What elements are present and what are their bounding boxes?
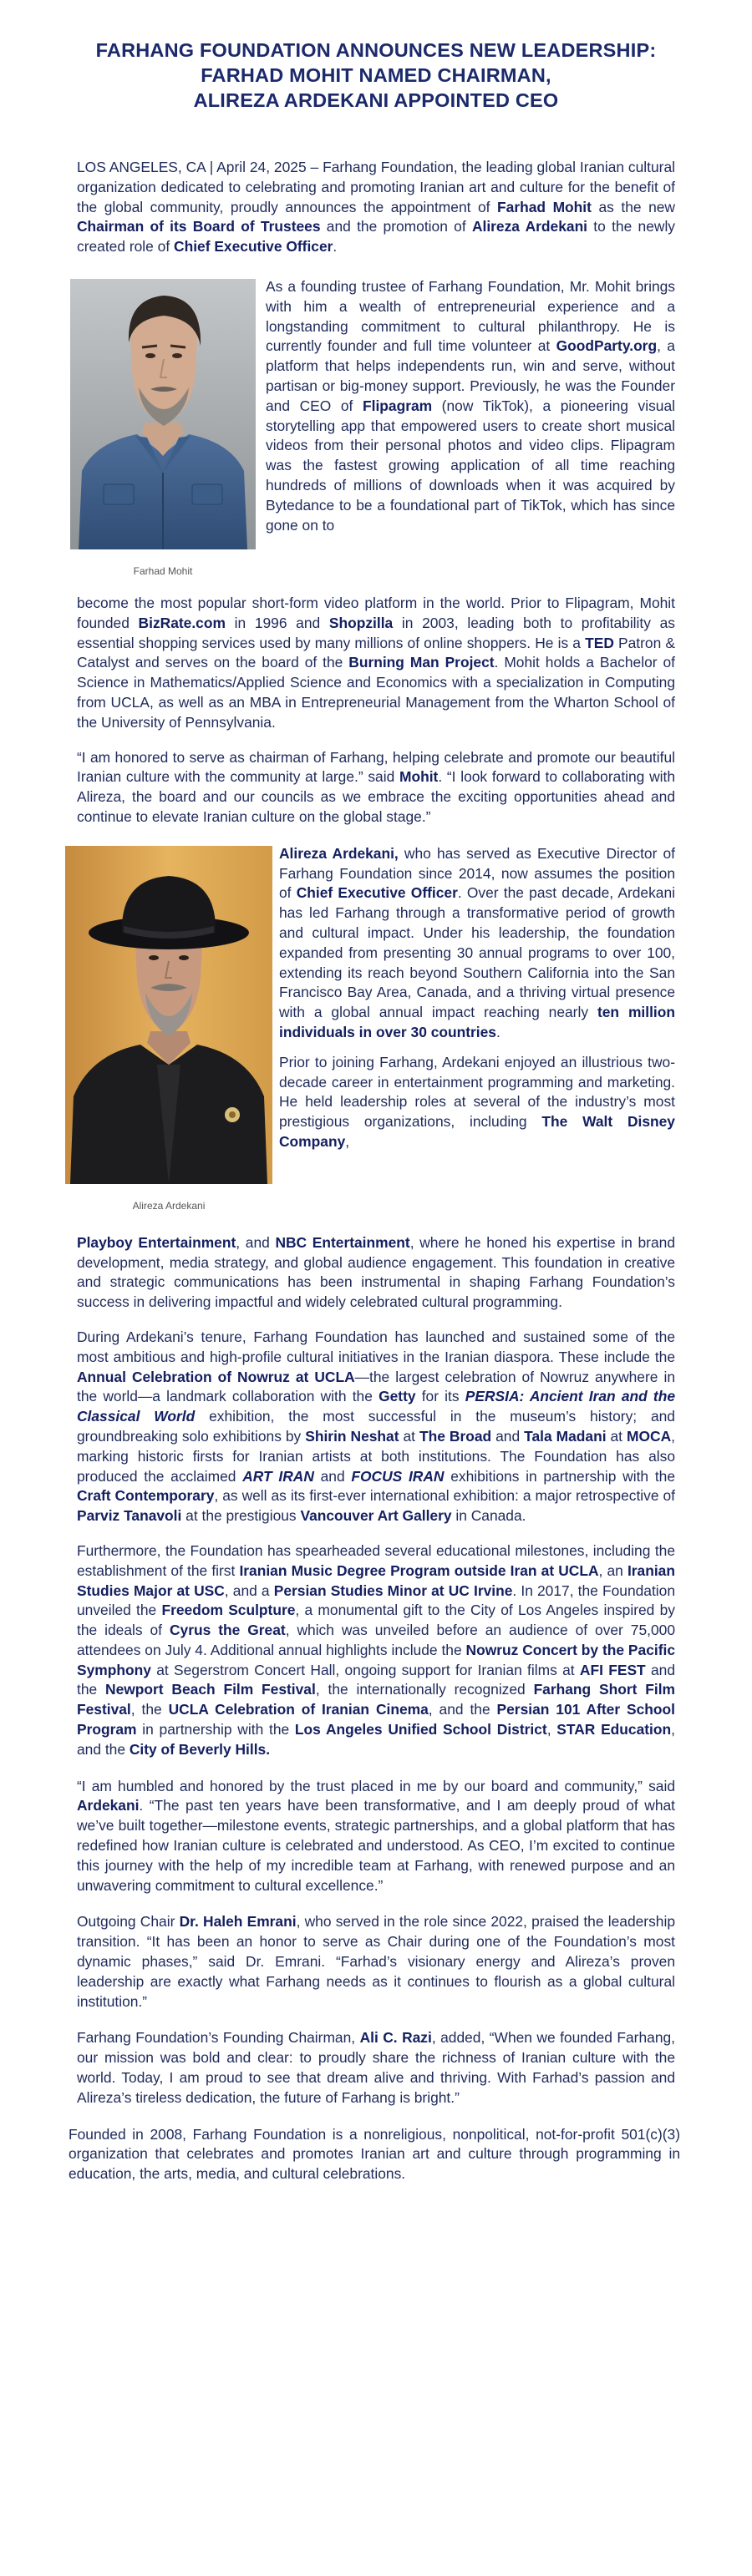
nowruz-concert-name: Nowruz Concert by the Pacific Symphony [77, 1641, 675, 1678]
mohit-bio-text: in 2003, leading both to profitability as essential shopping services used by many millions of online shoppers. He is a [77, 614, 675, 651]
tenure-text: exhibition, the most successful in the museum’s history; and groundbreaking solo exhibitions by [77, 1408, 675, 1445]
intro-text: and the promotion of [320, 218, 472, 235]
art-iran-name: ART IRAN [242, 1467, 314, 1485]
ardekani-bio-continued [77, 1233, 675, 1313]
intro-text: . [333, 238, 338, 256]
nowruz-ucla-name: Annual Celebration of Nowruz at UCLA [77, 1368, 355, 1385]
ucla-music-program-name: Iranian Music Degree Program outside Iran at UCLA [239, 1561, 599, 1579]
ardekani-bio-text: who has served as Executive Director of Farhang Foundation since 2014, now assumes the position of [279, 844, 676, 902]
disney-name: The Walt Disney Company [279, 1113, 675, 1150]
ceo-title: Chief Executive Officer [296, 884, 458, 902]
ardekani-bio-paragraph-1 [279, 844, 675, 1043]
milestones-text: , and a [224, 1582, 274, 1599]
milestones-text: and the [77, 1661, 675, 1698]
afi-fest-name: AFI FEST [579, 1661, 646, 1678]
cyrus-the-great-name: Cyrus the Great [169, 1622, 286, 1639]
ardekani-photo-figure [65, 846, 272, 1217]
milestones-text: , [546, 1721, 557, 1738]
tenure-text: —the largest celebration of Nowruz anywhere in the world—a landmark collaboration with the [77, 1368, 675, 1405]
intro-name-ardekani: Alireza Ardekani [471, 218, 588, 235]
playboy-name: Playboy Entertainment [77, 1233, 236, 1251]
milestones-text: in partnership with the [136, 1721, 295, 1738]
headline-line-1: FARHANG FOUNDATION ANNOUNCES NEW LEADERSHIP: [95, 39, 657, 61]
mohit-bio-continued [77, 594, 675, 733]
flipagram-name: Flipagram [362, 397, 433, 414]
ardekani-name: Alireza Ardekani, [279, 844, 399, 862]
emrani-text: Outgoing Chair [77, 1913, 180, 1931]
short-film-festival-name: Farhang Short Film Festival [77, 1681, 675, 1718]
milestones-text: , the internationally recognized [315, 1681, 534, 1698]
milestones-paragraph [77, 1541, 675, 1760]
usc-major-name: Iranian Studies Major at USC [77, 1561, 675, 1599]
mohit-bio-text: , a platform that helps independents run, win and serve, without partisan or big-money support. Previously, he was the Founder and CEO of [266, 337, 675, 414]
ardekani-bio-text: , [345, 1132, 350, 1150]
ardekani-photo-caption: Alireza Ardekani [132, 1199, 206, 1212]
mohit-quote [77, 748, 675, 827]
ted-name: TED [585, 634, 614, 651]
milestones-text: , which was unveiled before an audience of over 75,000 attendees on July 4. Additional annual highlights include the [77, 1622, 675, 1658]
quote-text: “I am honored to serve as chairman of Farhang, helping celebrate and promote our beautiful Iranian culture with the community at large.” said [77, 748, 675, 786]
mohit-bio-side [266, 277, 675, 535]
shirin-neshat-name: Shirin Neshat [305, 1427, 399, 1445]
tenure-text: at [606, 1427, 628, 1445]
quote-text: “I am humbled and honored by the trust placed in me by our board and community,” said [77, 1777, 675, 1794]
milestones-text: , a monumental gift to the City of Los Angeles inspired by the ideals of [77, 1602, 675, 1639]
milestones-text: , and the [428, 1701, 497, 1718]
persian-101-name: Persian 101 After School Program [77, 1701, 676, 1738]
intro-paragraph [77, 158, 675, 257]
intro-text: as the new [591, 198, 675, 215]
vancouver-art-gallery-name: Vancouver Art Gallery [300, 1507, 452, 1525]
mohit-bio-text: As a founding trustee of Farhang Foundation, Mr. Mohit brings with him a wealth of entrepreneurial experience and a longstanding commitment to cultural philanthropy. He is currently founder and full time volunteer at [266, 277, 675, 355]
bizrate-name: BizRate.com [138, 614, 226, 631]
tenure-paragraph [77, 1328, 675, 1526]
razi-text: , added, “When we founded Farhang, our mission was bold and clear: to proudly share the richness of Iranian culture with the world. Today, I am proud to see that dream alive and thriving. With Farhad’s passion and Alireza’s tireless dedication, the future of Farhang is bright.” [77, 2029, 675, 2106]
milestones-text: Furthermore, the Foundation has spearheaded several educational milestones, including the establishment of the first [77, 1541, 675, 1579]
milestones-text: at Segerstrom Concert Hall, ongoing support for Iranian films at [150, 1661, 580, 1678]
mohit-bio-text: (now TikTok), a pioneering visual storytelling app that empowered users to create short musical videos from their personal photos and video clips. Flipagram was the fastest growing application of all time reaching hundreds of millions of downloads when it was acquired by Bytedance to be a foundational part of TikTok, which has since gone on to [266, 397, 675, 534]
tenure-text: at [399, 1427, 419, 1445]
intro-name-mohit: Farhad Mohit [497, 198, 592, 215]
tenure-text: for its [415, 1388, 465, 1405]
ucla-cinema-celebration-name: UCLA Celebration of Iranian Cinema [168, 1701, 429, 1718]
headline-line-3: ALIREZA ARDEKANI APPOINTED CEO [193, 89, 559, 111]
tenure-text: , marking historic firsts for Iranian artists at both institutions. The Foundation has also produced the acclaimed [77, 1427, 675, 1485]
ardekani-bio-paragraph-2 [279, 1053, 675, 1152]
headline [0, 0, 752, 113]
emrani-text: , who served in the role since 2022, praised the leadership transition. “It has been an honor to serve as Chair during one of the Foundation’s most dynamic phases,” said Dr. Emrani. “Farhad’s visionary energy and Alireza’s proven leadership are exactly what Farhang needs as it continues to flourish as a global cultural institution.” [77, 1913, 675, 2010]
city-of-beverly-hills-name: City of Beverly Hills. [129, 1740, 271, 1758]
nbc-name: NBC Entertainment [275, 1233, 410, 1251]
newport-beach-festival-name: Newport Beach Film Festival [105, 1681, 316, 1698]
emrani-paragraph [77, 1912, 675, 2012]
mohit-bio-text: in 1996 and [225, 614, 329, 631]
tenure-text: in Canada. [451, 1507, 526, 1525]
milestones-text: . In 2017, the Foundation unveiled the [77, 1582, 675, 1619]
tenure-text: and [313, 1467, 352, 1485]
uc-irvine-minor-name: Persian Studies Minor at UC Irvine [273, 1582, 513, 1599]
about-paragraph: Founded in 2008, Farhang Foundation is a nonreligious, nonpolitical, not-for-profit 501(c)(3) organization that celebrates and promotes Iranian art and culture through programming in education, the arts, media, and cultural celebrations. [69, 2125, 680, 2183]
mohit-photo-figure [70, 279, 256, 582]
ardekani-bio-text: , where he honed his expertise in brand development, media strategy, and global audience engagement. This foundation in creative and strategic communications has been instrumental in shaping Farhang Foundation’s success in delivering impactful and widely celebrated cultural programming. [77, 1233, 675, 1311]
mohit-bio-text: Patron & Catalyst and serves on the board of the [77, 634, 675, 671]
burning-man-name: Burning Man Project [348, 654, 495, 671]
ardekani-bio-text: Prior to joining Farhang, Ardekani enjoyed an illustrious two-decade career in entertainment programming and marketing. He held leadership roles at several of the industry’s most prestigious organizations, including [279, 1053, 675, 1131]
ardekani-section [77, 844, 675, 1233]
focus-iran-name: FOCUS IRAN [351, 1467, 445, 1485]
razi-text: Farhang Foundation’s Founding Chairman, [77, 2029, 360, 2047]
milestones-text: , the [130, 1701, 169, 1718]
ardekani-bio-text: . [495, 1023, 500, 1040]
tenure-text: at the prestigious [181, 1507, 301, 1525]
mohit-section [77, 277, 675, 594]
intro-text: LOS ANGELES, CA | April 24, 2025 – Farhang Foundation, the leading global Iranian cultural organization dedicated to celebrating and promoting Iranian art and culture for the benefit of the global community, proudly announces the appointment of [77, 159, 675, 215]
tenure-text: During Ardekani’s tenure, Farhang Foundation has launched and sustained some of the most ambitious and high-profile cultural initiatives in the Iranian diaspora. These include the [77, 1328, 675, 1365]
quote-text: . “I look forward to collaborating with Alireza, the board and our councils as we embrace the exciting opportunities ahead and continue to elevate Iranian culture on the global stage.” [77, 768, 675, 825]
mohit-bio-text: become the most popular short-form video platform in the world. Prior to Flipagram, Mohit founded [77, 594, 675, 631]
ardekani-quote [77, 1777, 675, 1896]
ardekani-photo [65, 846, 272, 1184]
lausd-name: Los Angeles Unified School District [294, 1721, 547, 1738]
ardekani-bio-side [279, 844, 675, 1152]
global-reach-highlight: ten million individuals in over 30 countries [279, 1004, 675, 1040]
quote-speaker-ardekani: Ardekani [77, 1797, 140, 1814]
milestones-text: , and the [77, 1721, 675, 1758]
ardekani-bio-text: . Over the past decade, Ardekani has led Farhang through a transformative period of growth and cultural impact. Under his leadership, the foundation expanded from presenting 30 annual programs to over 100, extending its reach beyond Southern California into the San Francisco Bay Area, Canada, and a thriving virtual presence with a global annual impact reaching nearly [279, 884, 675, 1021]
freedom-sculpture-name: Freedom Sculpture [161, 1602, 296, 1619]
quote-text: . “The past ten years have been transformative, and I am deeply proud of what we’ve built together—milestone events, strategic partnerships, and a global platform that has redefined how Iranian culture is celebrated and understood. As CEO, I’m excited to continue this journey with the help of my incredible team at Farhang, with renewed purpose and an unwavering commitment to cultural excellence.” [77, 1797, 675, 1894]
goodparty-name: GoodParty.org [556, 337, 658, 355]
quote-speaker-mohit: Mohit [399, 768, 439, 786]
haleh-emrani-name: Dr. Haleh Emrani [179, 1913, 297, 1931]
headline-line-2: FARHAD MOHIT NAMED CHAIRMAN, [201, 64, 551, 86]
intro-role-chairman: Chairman of its Board of Trustees [77, 218, 321, 235]
mohit-bio-text: . Mohit holds a Bachelor of Science in Mathematics/Applied Science and Economics with a specialization in Computing from UCLA, as well as an MBA in Entrepreneurial Management from the Wharton School of the University of Pennsylvania. [77, 654, 675, 731]
getty-name: Getty [379, 1388, 416, 1405]
intro-text: to the newly created role of [77, 218, 676, 256]
tenure-text: , as well as its first-ever international exhibition: a major retrospective of [214, 1487, 675, 1505]
persia-exhibition-name: PERSIA: Ancient Iran and the Classical World [77, 1388, 676, 1425]
article-body [0, 158, 752, 2184]
ardekani-bio-text: , and [236, 1233, 276, 1251]
mohit-photo-caption: Farhad Mohit [133, 564, 193, 577]
craft-contemporary-name: Craft Contemporary [77, 1487, 215, 1505]
tala-madani-name: Tala Madani [524, 1427, 607, 1445]
tenure-text: and [491, 1427, 525, 1445]
moca-name: MOCA [627, 1427, 672, 1445]
parviz-tanavoli-name: Parviz Tanavoli [77, 1507, 182, 1525]
razi-paragraph [77, 2028, 675, 2108]
mohit-photo [70, 279, 256, 549]
milestones-text: , an [598, 1561, 628, 1579]
shopzilla-name: Shopzilla [328, 614, 394, 631]
ali-razi-name: Ali C. Razi [359, 2029, 432, 2047]
tenure-text: exhibitions in partnership with the [444, 1467, 675, 1485]
the-broad-name: The Broad [419, 1427, 492, 1445]
intro-role-ceo: Chief Executive Officer [174, 238, 333, 256]
star-education-name: STAR Education [556, 1721, 672, 1738]
